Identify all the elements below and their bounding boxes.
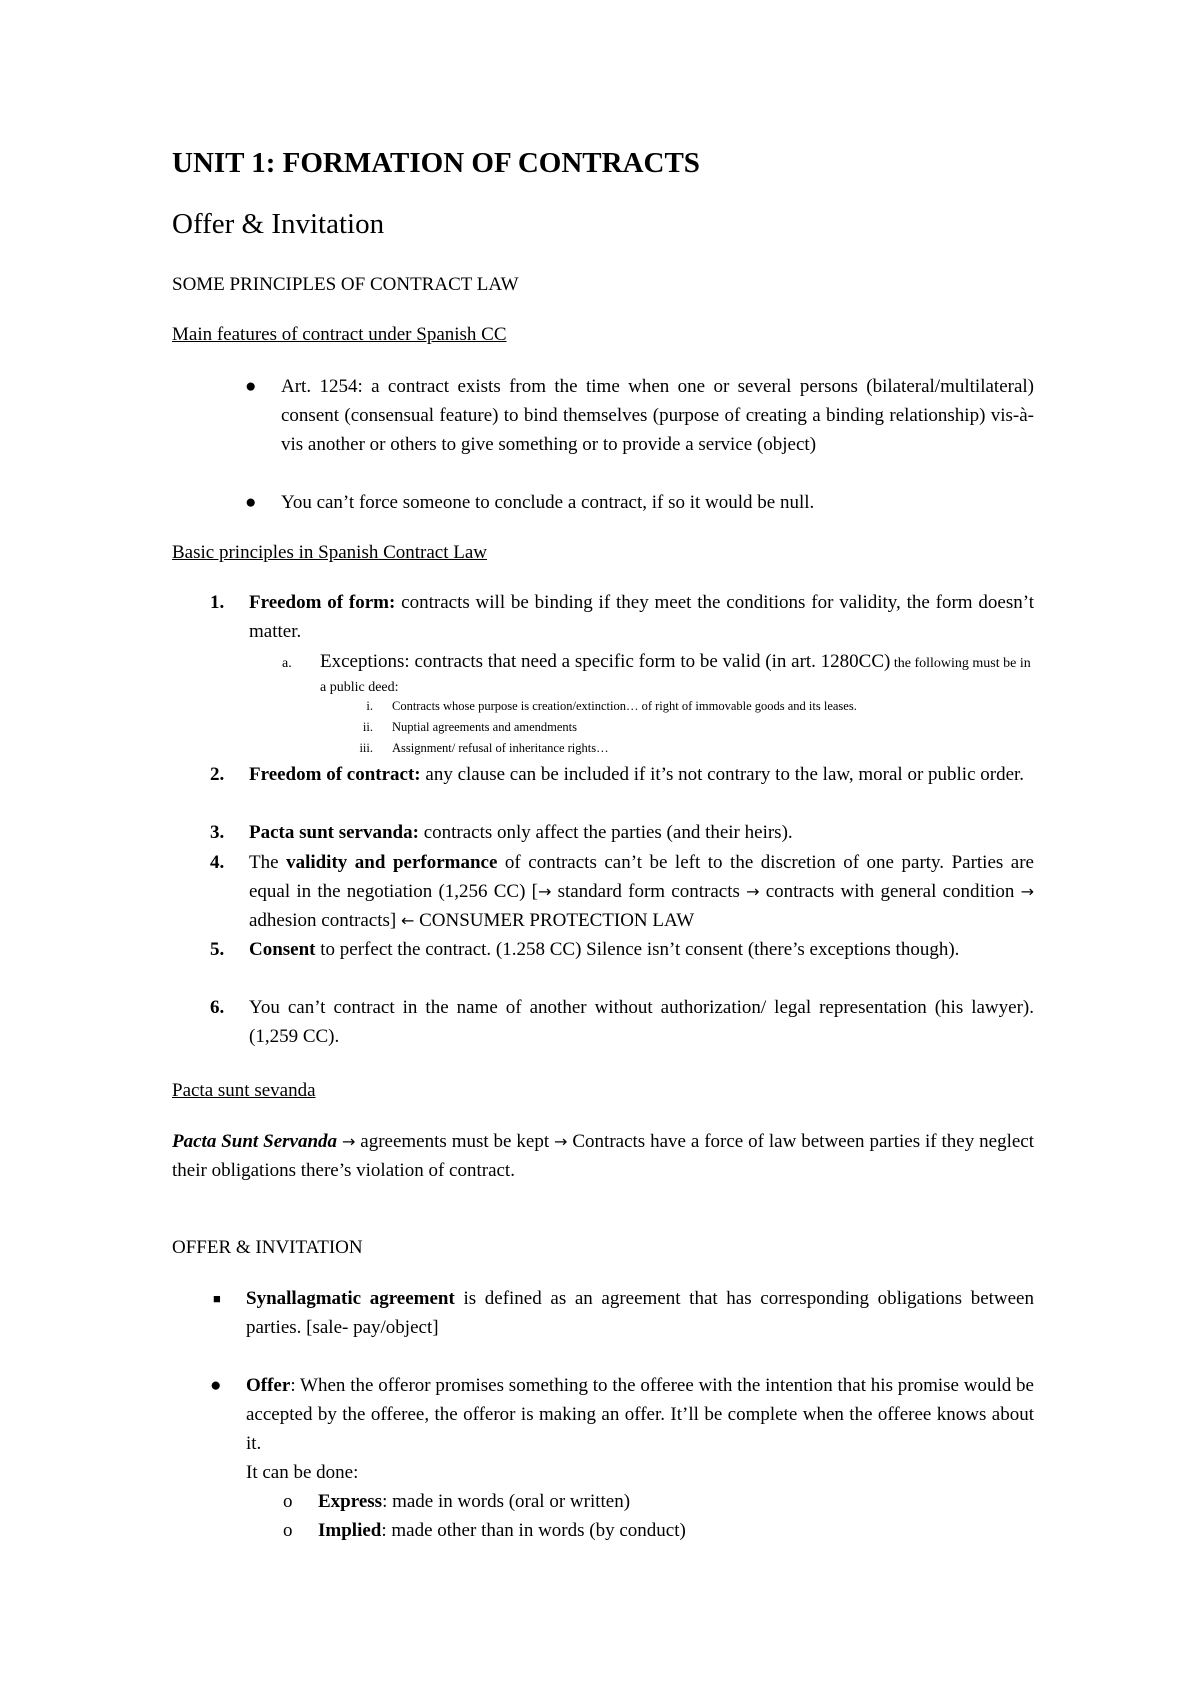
list-item-no-contract-in-name-of-another: You can’t contract in the name of another without authorization/ legal representation (his lawyer). (1,259 CC). <box>249 997 1034 1047</box>
paragraph-bold: Offer <box>246 1375 291 1396</box>
arrow-right-icon: → <box>537 882 552 901</box>
list-number: 6. <box>210 997 225 1018</box>
page-subtitle: Offer & Invitation <box>172 208 385 240</box>
list-item-bold: Consent <box>249 939 316 960</box>
roman-item-nuptial: Nuptial agreements and amendments <box>392 720 578 734</box>
section-subheading-main-features: Main features of contract under Spanish CC <box>172 324 507 345</box>
arrow-right-icon: → <box>341 1132 356 1151</box>
sub-item-small-text: the following must be in a public deed: <box>320 656 1031 695</box>
list-item-text: standard form contracts <box>551 881 747 902</box>
paragraph-bold-italic: Pacta Sunt Servanda <box>172 1131 338 1152</box>
list-item-text: : made in words (oral or written) <box>382 1491 631 1512</box>
list-item-text: to perfect the contract. (1.258 CC) Silence isn’t consent (there’s exceptions though). <box>315 939 960 960</box>
roman-marker: ii. <box>362 720 373 734</box>
paragraph-synallagmatic <box>246 1284 1034 1342</box>
list-item-express <box>318 1487 630 1516</box>
list-item-text: any clause can be included if it’s not contrary to the law, moral or public order. <box>420 764 1025 785</box>
list-item-text: contracts only affect the parties (and their heirs). <box>418 822 793 843</box>
paragraph-pacta-sunt-servanda <box>172 1127 1034 1185</box>
list-item-text: of contracts can’t be left to the discretion of one party. Parties are equal in the negotiation (1,256 CC) [ <box>249 852 1034 902</box>
list-item-consent <box>249 935 1034 964</box>
section-subheading-pacta-sunt-sevanda: Pacta sunt sevanda <box>172 1080 316 1101</box>
list-item-text: contracts with general condition <box>759 881 1021 902</box>
open-bullet-icon: o <box>283 1491 293 1512</box>
bullet-icon: ● <box>245 376 257 397</box>
list-item-freedom-of-form <box>249 588 1034 646</box>
sub-marker-a: a. <box>282 656 292 671</box>
arrow-left-icon: ← <box>400 911 415 930</box>
list-item-text: CONSUMER PROTECTION LAW <box>414 910 695 931</box>
list-item-pacta-sunt-servanda <box>249 818 1034 847</box>
bullet-icon: ● <box>210 1375 222 1396</box>
paragraph-text: : When the offeror promises something to the offeree with the intention that his promise would be accepted by the offeree, the offeror is making an offer. It’ll be complete when the offeree knows about it. <box>246 1375 1034 1454</box>
list-number: 5. <box>210 939 225 960</box>
list-item-implied <box>318 1516 686 1545</box>
bullet-art-1254: Art. 1254: a contract exists from the time when one or several persons (bilateral/multilateral) consent (consensual feature) to bind themselves (purpose of creating a binding relationship) vis-à-vis another or others to give something or to provide a service (object) <box>281 376 1034 455</box>
list-item-text: adhesion contracts] <box>249 910 401 931</box>
paragraph-text: agreements must be kept <box>355 1131 555 1152</box>
sub-item-text: Exceptions: contracts that need a specific form to be valid (in art. 1280CC) <box>320 651 891 672</box>
open-bullet-icon: o <box>283 1520 293 1541</box>
bullet-cant-force: You can’t force someone to conclude a contract, if so it would be null. <box>281 492 815 513</box>
roman-item-assignment: Assignment/ refusal of inheritance rights… <box>392 741 609 755</box>
section-heading-offer-invitation: OFFER & INVITATION <box>172 1237 363 1258</box>
roman-item-contracts-purpose: Contracts whose purpose is creation/extinction… of right of immovable goods and its leases. <box>392 699 857 713</box>
arrow-right-icon: → <box>1020 882 1034 901</box>
list-number: 3. <box>210 822 225 843</box>
paragraph-can-be-done: It can be done: <box>246 1462 359 1483</box>
list-item-bold: Freedom of contract: <box>249 764 421 785</box>
list-item-freedom-of-contract <box>249 760 1034 789</box>
section-heading-principles: SOME PRINCIPLES OF CONTRACT LAW <box>172 274 519 295</box>
list-number: 2. <box>210 764 225 785</box>
arrow-right-icon: → <box>554 1132 568 1151</box>
list-item-bold: validity and performance <box>286 852 498 873</box>
square-bullet-icon: ■ <box>213 1291 221 1306</box>
page-title: UNIT 1: FORMATION OF CONTRACTS <box>172 147 700 179</box>
list-number: 4. <box>210 852 225 873</box>
section-subheading-basic-principles: Basic principles in Spanish Contract Law <box>172 542 488 563</box>
list-item-text: contracts will be binding if they meet the conditions for validity, the form doesn’t matter. <box>249 592 1034 642</box>
list-item-text: : made other than in words (by conduct) <box>381 1520 686 1541</box>
list-number: 1. <box>210 592 225 613</box>
sub-item-exceptions <box>320 650 1034 698</box>
list-item-bold: Freedom of form: <box>249 592 396 613</box>
paragraph-bold: Synallagmatic agreement <box>246 1288 455 1309</box>
paragraph-text: is defined as an agreement that has corresponding obligations between parties. [sale- pay/object] <box>246 1288 1034 1338</box>
bullet-icon: ● <box>245 492 257 513</box>
paragraph-offer <box>246 1371 1034 1458</box>
arrow-right-icon: → <box>746 882 760 901</box>
list-item-bold: Express <box>318 1491 383 1512</box>
list-item-pre: The <box>249 852 287 873</box>
list-item-bold: Implied <box>318 1520 382 1541</box>
list-item-bold: Pacta sunt servanda: <box>249 822 419 843</box>
roman-marker: iii. <box>359 741 373 755</box>
roman-marker: i. <box>366 699 373 713</box>
paragraph-text: Contracts have a force of law between parties if they neglect their obligations there’s violation of contract. <box>172 1131 1035 1181</box>
list-item-validity-performance <box>249 848 1034 935</box>
